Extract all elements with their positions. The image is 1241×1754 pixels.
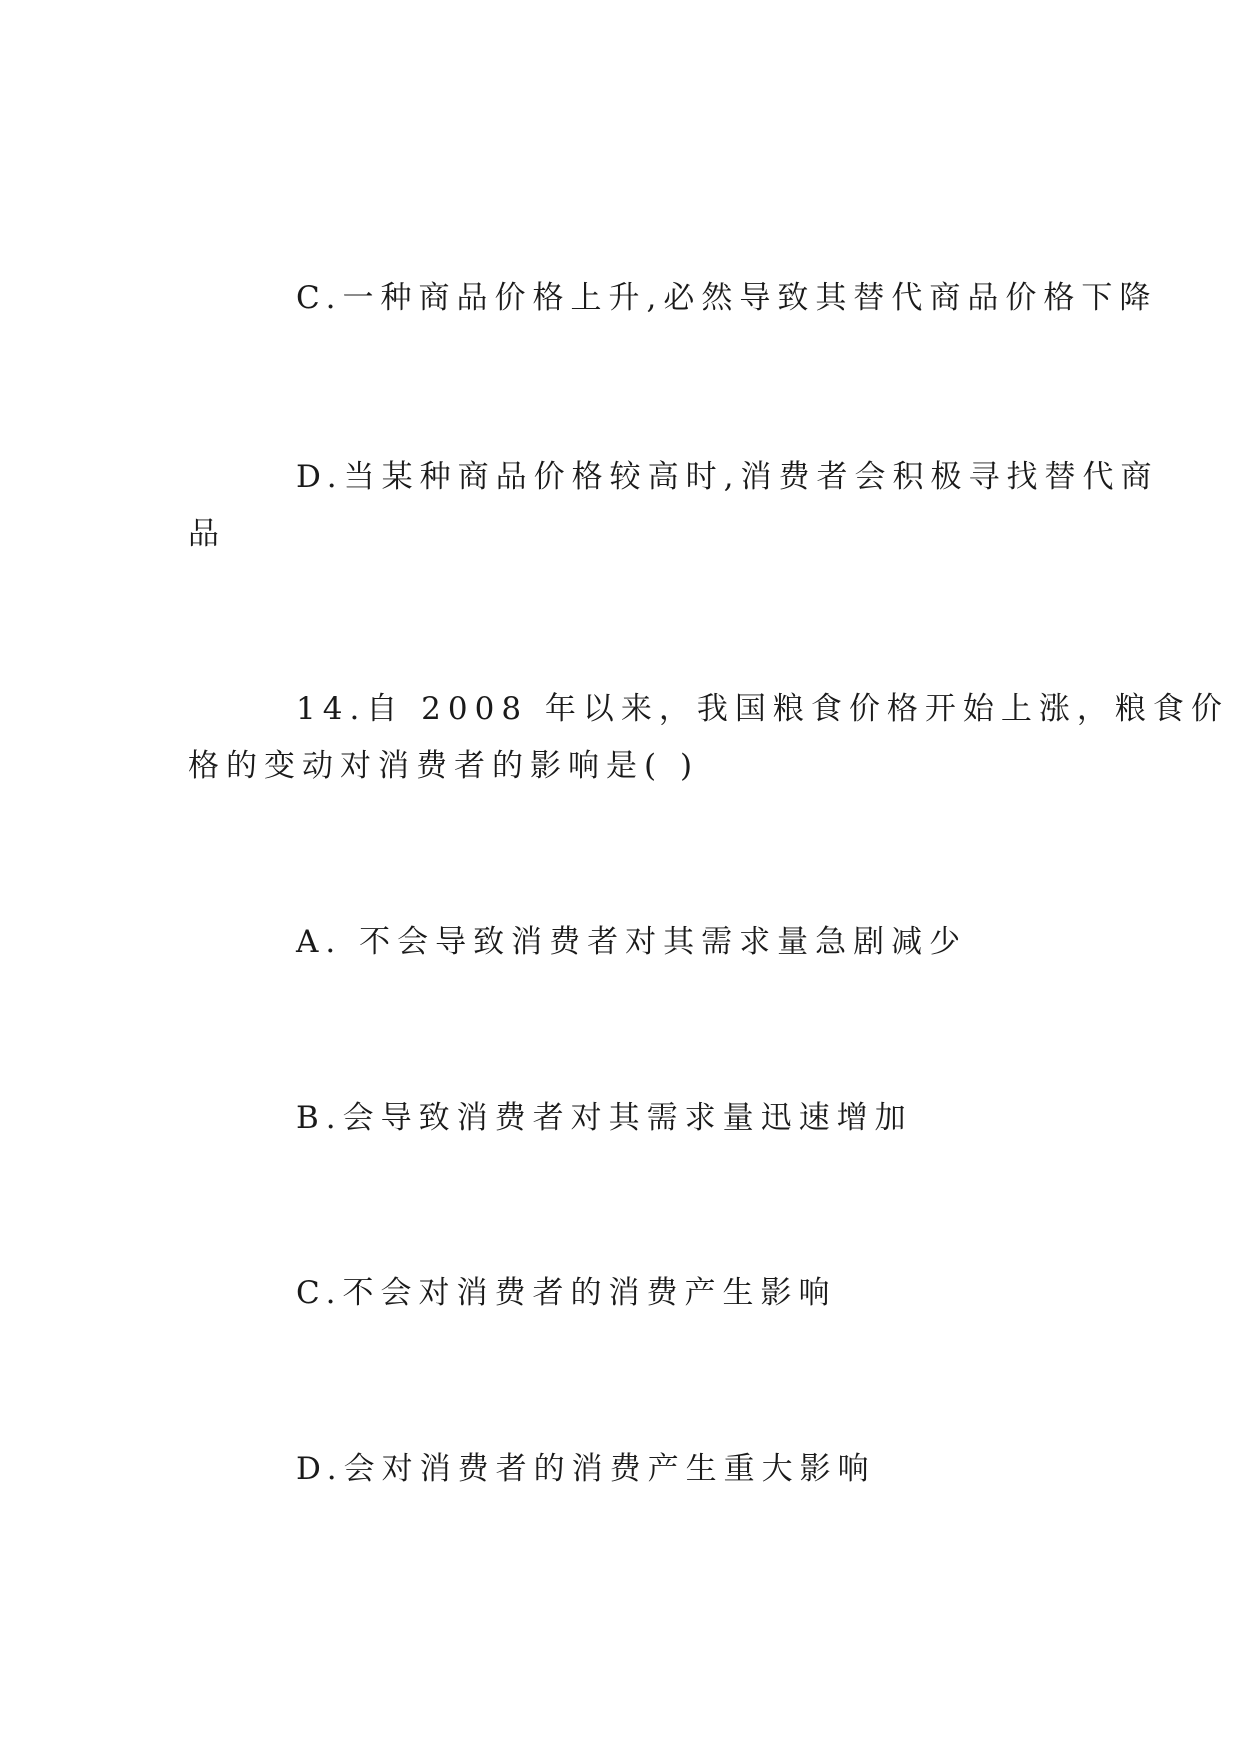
q14-stem-line1: 14.自 2008 年以来，我国粮食价格开始上涨，粮食价: [296, 691, 1229, 727]
q13-option-d-line2: 品: [188, 516, 226, 552]
q14-stem-line2: 格的变动对消费者的影响是( ): [188, 748, 700, 784]
q13-option-d-line1: D.当某种商品价格较高时,消费者会积极寻找替代商: [296, 459, 1159, 495]
q14-option-c: C.不会对消费者的消费产生影响: [296, 1275, 837, 1311]
q13-option-c: C.一种商品价格上升,必然导致其替代商品价格下降: [296, 280, 1158, 316]
q14-option-d: D.会对消费者的消费产生重大影响: [296, 1451, 876, 1487]
q14-option-b: B.会导致消费者对其需求量迅速增加: [296, 1100, 913, 1136]
q14-option-a: A. 不会导致消费者对其需求量急剧减少: [296, 924, 968, 960]
